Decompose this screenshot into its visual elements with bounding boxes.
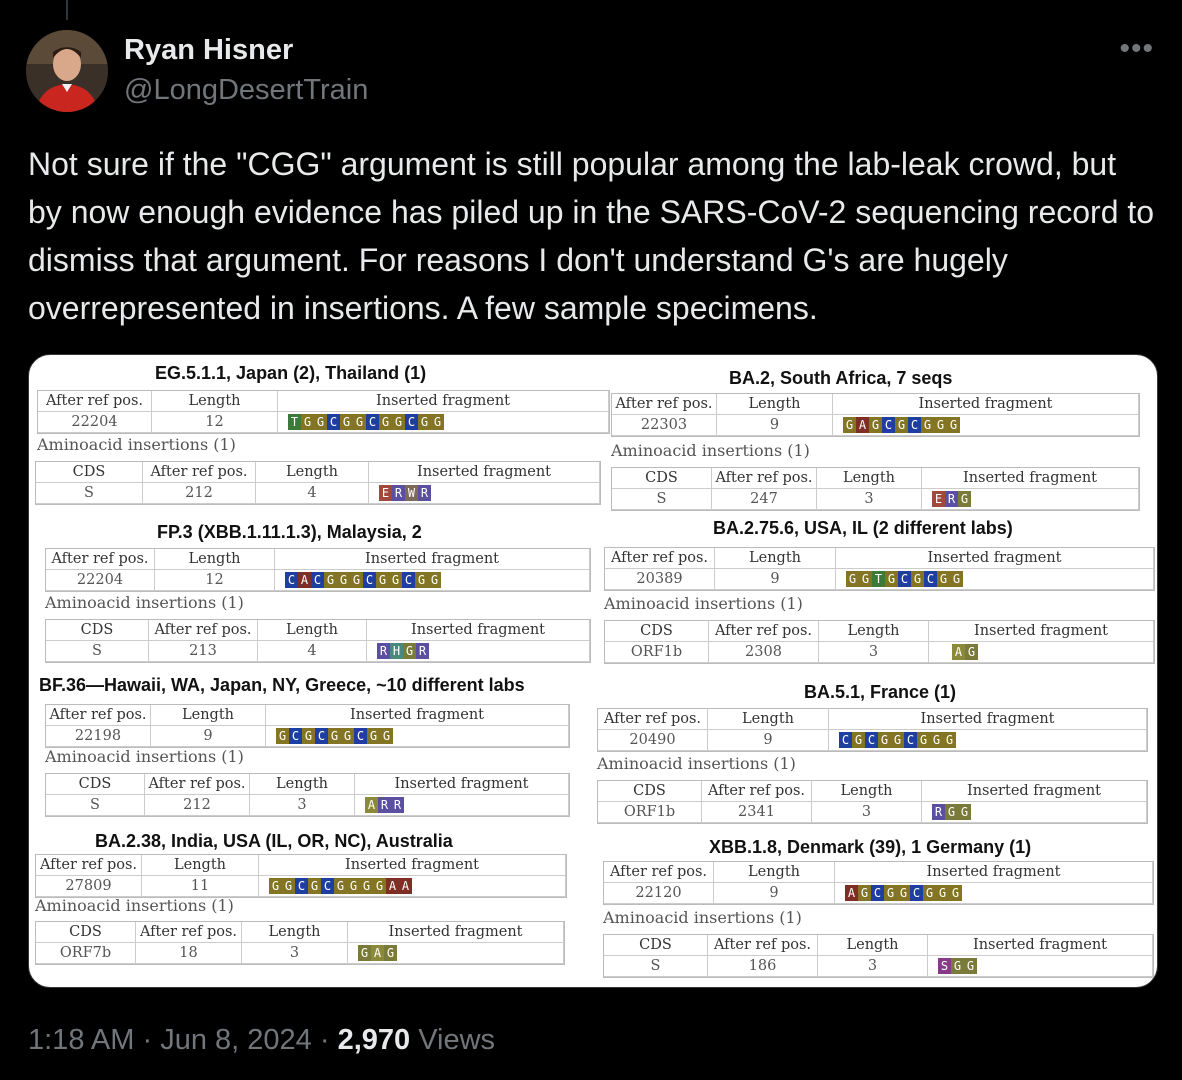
panel-title: BA.2.75.6, USA, IL (2 different labs) xyxy=(713,518,1013,538)
nucleotide-insertion-table xyxy=(603,861,1154,905)
sequence-fragment xyxy=(839,732,956,748)
nucleotide: G xyxy=(418,414,431,430)
aminoacid-insertion-table xyxy=(45,619,591,663)
cds-value: S xyxy=(46,641,149,662)
header-length: Length xyxy=(242,922,348,943)
more-options-icon[interactable]: ••• xyxy=(1119,32,1154,65)
nucleotide: C xyxy=(908,417,921,433)
inserted-fragment-value xyxy=(829,730,1147,751)
amino-acid: G xyxy=(403,643,416,659)
amino-acid: A xyxy=(952,644,965,660)
sequence-fragment xyxy=(365,797,404,813)
header-cds: CDS xyxy=(605,621,709,642)
header-after-ref-pos: After ref pos. xyxy=(46,705,151,726)
header-length: Length xyxy=(258,620,367,641)
after-ref-pos-value: 22204 xyxy=(38,412,152,433)
header-length: Length xyxy=(819,621,929,642)
length-value: 3 xyxy=(817,489,922,510)
header-after-ref-pos: After ref pos. xyxy=(604,862,714,883)
separator: · xyxy=(142,1024,153,1056)
sequence-fragment xyxy=(843,417,960,433)
amino-acid: G xyxy=(951,958,964,974)
nucleotide: G xyxy=(884,885,897,901)
nucleotide-insertion-table xyxy=(597,708,1148,752)
length-value: 3 xyxy=(819,642,929,663)
nucleotide: G xyxy=(911,571,924,587)
nucleotide-insertion-table xyxy=(611,393,1140,437)
nucleotide: G xyxy=(269,878,282,894)
sequence-fragment xyxy=(269,878,412,894)
header-after-ref-pos: After ref pos. xyxy=(136,922,242,943)
nucleotide: G xyxy=(852,732,865,748)
header-after-ref-pos: After ref pos. xyxy=(702,781,812,802)
nucleotide: C xyxy=(321,878,334,894)
amino-acid: R xyxy=(378,797,391,813)
nucleotide: G xyxy=(302,728,315,744)
length-value: 3 xyxy=(812,802,922,823)
cds-value: S xyxy=(612,489,712,510)
after-ref-pos-value: 2308 xyxy=(709,642,819,663)
amino-acid: C xyxy=(941,645,950,659)
length-value: 9 xyxy=(715,569,836,590)
nucleotide: G xyxy=(937,571,950,587)
after-ref-pos-value: 212 xyxy=(145,795,250,816)
header-cds: CDS xyxy=(612,468,712,489)
length-value: 3 xyxy=(818,956,928,977)
nucleotide: G xyxy=(431,414,444,430)
nucleotide: G xyxy=(859,571,872,587)
header-length: Length xyxy=(717,394,833,415)
amino-acid: S xyxy=(938,958,951,974)
header-length: Length xyxy=(142,855,259,876)
tweet-text: Not sure if the "CGG" argument is still popular among the lab-leak crowd, but by now enough evidence has piled up in the SARS-CoV-2 sequencing record to dismiss that argument. For reasons I don't understand G's are hugely overrepresented in insertions. A few sample specimens. xyxy=(28,146,1155,326)
aminoacid-insertion-table xyxy=(45,773,570,817)
sequence-fragment xyxy=(846,571,963,587)
nucleotide: G xyxy=(376,572,389,588)
attached-image-card[interactable] xyxy=(28,354,1158,988)
nucleotide: G xyxy=(389,572,402,588)
inserted-fragment-value xyxy=(369,483,600,504)
tweet-metadata xyxy=(28,1024,495,1057)
aminoacid-insertion-table xyxy=(597,780,1148,824)
views-label: Views xyxy=(418,1024,496,1056)
inserted-fragment-value xyxy=(278,412,609,433)
header-length: Length xyxy=(708,709,829,730)
header-inserted-fragment: Inserted fragment xyxy=(929,621,1154,642)
nucleotide: G xyxy=(895,417,908,433)
header-inserted-fragment: Inserted fragment xyxy=(259,855,566,876)
header-inserted-fragment: Inserted fragment xyxy=(835,862,1153,883)
nucleotide: G xyxy=(950,571,963,587)
after-ref-pos-value: 186 xyxy=(708,956,818,977)
nucleotide: T xyxy=(872,571,885,587)
header-length: Length xyxy=(155,549,275,570)
amino-acid: A xyxy=(371,945,384,961)
header-inserted-fragment: Inserted fragment xyxy=(922,468,1139,489)
amino-acid: R xyxy=(932,804,945,820)
cds-value: ORF1b xyxy=(598,802,702,823)
amino-acid: R xyxy=(391,797,404,813)
nucleotide: G xyxy=(392,414,405,430)
nucleotide: G xyxy=(373,878,386,894)
nucleotide: G xyxy=(360,878,373,894)
length-value: 3 xyxy=(242,943,348,964)
after-ref-pos-value: 18 xyxy=(136,943,242,964)
aminoacid-insertion-table xyxy=(35,461,601,505)
sequence-fragment xyxy=(379,485,431,501)
panel-title: BF.36—Hawaii, WA, Japan, NY, Greece, ~10 different labs xyxy=(39,675,525,695)
header-after-ref-pos: After ref pos. xyxy=(149,620,258,641)
nucleotide: G xyxy=(917,732,930,748)
sequence-fragment xyxy=(932,491,971,507)
nucleotide: G xyxy=(949,885,962,901)
inserted-fragment-value xyxy=(833,415,1139,436)
nucleotide: C xyxy=(924,571,937,587)
header-after-ref-pos: After ref pos. xyxy=(598,709,708,730)
amino-acid: W xyxy=(405,485,418,501)
header-inserted-fragment: Inserted fragment xyxy=(928,935,1153,956)
nucleotide: C xyxy=(285,572,298,588)
header-length: Length xyxy=(250,774,355,795)
nucleotide: C xyxy=(839,732,852,748)
nucleotide: C xyxy=(295,878,308,894)
nucleotide: G xyxy=(380,728,393,744)
header-cds: CDS xyxy=(598,781,702,802)
nucleotide: C xyxy=(865,732,878,748)
length-value: 4 xyxy=(258,641,367,662)
header-length: Length xyxy=(151,705,266,726)
panel-title: BA.2.38, India, USA (IL, OR, NC), Australia xyxy=(95,831,453,851)
header-after-ref-pos: After ref pos. xyxy=(145,774,250,795)
nucleotide-insertion-table xyxy=(35,854,567,898)
header-cds: CDS xyxy=(36,462,143,483)
nucleotide: G xyxy=(858,885,871,901)
nucleotide: G xyxy=(353,414,366,430)
nucleotide: G xyxy=(891,732,904,748)
sequence-fragment xyxy=(288,414,444,430)
length-value: 11 xyxy=(142,876,259,897)
nucleotide: A xyxy=(856,417,869,433)
header-inserted-fragment: Inserted fragment xyxy=(275,549,590,570)
aminoacid-insertions-label: Aminoacid insertions (1) xyxy=(603,908,802,927)
nucleotide-insertion-table xyxy=(604,547,1155,591)
header-length: Length xyxy=(812,781,922,802)
inserted-fragment-value xyxy=(835,883,1153,904)
aminoacid-insertion-table xyxy=(604,620,1155,664)
length-value: 4 xyxy=(256,483,369,504)
panel-title: FP.3 (XBB.1.11.1.3), Malaysia, 2 xyxy=(157,522,422,542)
after-ref-pos-value: 247 xyxy=(712,489,817,510)
nucleotide: G xyxy=(947,417,960,433)
sequence-fragment xyxy=(845,885,962,901)
panel-title: BA.5.1, France (1) xyxy=(804,682,957,702)
after-ref-pos-value: 22204 xyxy=(46,570,155,591)
nucleotide: G xyxy=(885,571,898,587)
nucleotide: C xyxy=(882,417,895,433)
amino-acid: G xyxy=(384,945,397,961)
avatar-image xyxy=(26,30,108,112)
panel-title: BA.2, South Africa, 7 seqs xyxy=(729,368,953,388)
aminoacid-insertion-table xyxy=(35,921,565,965)
nucleotide: G xyxy=(367,728,380,744)
nucleotide-insertion-table xyxy=(45,548,591,592)
header-after-ref-pos: After ref pos. xyxy=(612,394,717,415)
nucleotide: C xyxy=(402,572,415,588)
sequence-fragment xyxy=(358,945,397,961)
header-inserted-fragment: Inserted fragment xyxy=(829,709,1147,730)
header-after-ref-pos: After ref pos. xyxy=(708,935,818,956)
inserted-fragment-value xyxy=(275,570,590,591)
header-inserted-fragment: Inserted fragment xyxy=(355,774,569,795)
nucleotide: C xyxy=(289,728,302,744)
nucleotide: G xyxy=(921,417,934,433)
header-inserted-fragment: Inserted fragment xyxy=(348,922,564,943)
header-length: Length xyxy=(817,468,922,489)
nucleotide: C xyxy=(405,414,418,430)
thread-connector-line xyxy=(66,0,68,20)
amino-acid: R xyxy=(377,643,390,659)
nucleotide: G xyxy=(337,572,350,588)
panel-title: XBB.1.8, Denmark (39), 1 Germany (1) xyxy=(709,837,1032,857)
nucleotide: G xyxy=(314,414,327,430)
header-inserted-fragment: Inserted fragment xyxy=(369,462,600,483)
nucleotide: G xyxy=(308,878,321,894)
length-value: 12 xyxy=(155,570,275,591)
inserted-fragment-value xyxy=(266,726,569,747)
inserted-fragment-value xyxy=(922,802,1147,823)
aminoacid-insertion-table xyxy=(603,934,1154,978)
header-after-ref-pos: After ref pos. xyxy=(712,468,817,489)
length-value: 9 xyxy=(717,415,833,436)
header-after-ref-pos: After ref pos. xyxy=(36,855,142,876)
header-length: Length xyxy=(256,462,369,483)
amino-acid: H xyxy=(390,643,403,659)
sequence-fragment xyxy=(276,728,393,744)
header-after-ref-pos: After ref pos. xyxy=(46,549,155,570)
after-ref-pos-value: 20490 xyxy=(598,730,708,751)
sequence-fragment xyxy=(285,572,441,588)
after-ref-pos-value: 20389 xyxy=(605,569,715,590)
aminoacid-insertions-label: Aminoacid insertions (1) xyxy=(37,435,236,454)
sequence-fragment xyxy=(377,643,429,659)
header-inserted-fragment: Inserted fragment xyxy=(922,781,1147,802)
nucleotide: C xyxy=(871,885,884,901)
header-cds: CDS xyxy=(604,935,708,956)
nucleotide: T xyxy=(288,414,301,430)
header-inserted-fragment: Inserted fragment xyxy=(833,394,1139,415)
header-inserted-fragment: Inserted fragment xyxy=(266,705,569,726)
cds-value: ORF1b xyxy=(605,642,709,663)
inserted-fragment-value xyxy=(355,795,569,816)
after-ref-pos-value: 212 xyxy=(143,483,256,504)
sequence-fragment xyxy=(938,958,977,974)
length-value: 9 xyxy=(708,730,829,751)
nucleotide: G xyxy=(936,885,949,901)
header-length: Length xyxy=(715,548,836,569)
header-length: Length xyxy=(818,935,928,956)
amino-acid: R xyxy=(945,491,958,507)
nucleotide: G xyxy=(324,572,337,588)
length-value: 9 xyxy=(714,883,835,904)
after-ref-pos-value: 22120 xyxy=(604,883,714,904)
amino-acid: R xyxy=(418,485,431,501)
nucleotide: G xyxy=(923,885,936,901)
nucleotide-insertion-table xyxy=(37,390,610,434)
author-handle[interactable]: @LongDesertTrain xyxy=(124,74,369,106)
nucleotide: G xyxy=(334,878,347,894)
aminoacid-insertions-label: Aminoacid insertions (1) xyxy=(45,747,244,766)
nucleotide: A xyxy=(386,878,399,894)
header-after-ref-pos: After ref pos. xyxy=(38,391,152,412)
amino-acid: G xyxy=(358,945,371,961)
header-inserted-fragment: Inserted fragment xyxy=(367,620,590,641)
nucleotide: C xyxy=(327,414,340,430)
amino-acid: G xyxy=(964,958,977,974)
nucleotide: G xyxy=(943,732,956,748)
amino-acid: R xyxy=(392,485,405,501)
aminoacid-insertions-label: Aminoacid insertions (1) xyxy=(45,593,244,612)
inserted-fragment-value xyxy=(929,642,1154,663)
inserted-fragment-value xyxy=(922,489,1139,510)
nucleotide: G xyxy=(301,414,314,430)
nucleotide: A xyxy=(399,878,412,894)
length-value: 12 xyxy=(152,412,278,433)
nucleotide: G xyxy=(415,572,428,588)
nucleotide: G xyxy=(350,572,363,588)
tweet-time[interactable]: 1:18 AM xyxy=(28,1024,135,1056)
inserted-fragment-value xyxy=(928,956,1153,977)
separator: · xyxy=(319,1024,330,1056)
cds-value: S xyxy=(604,956,708,977)
amino-acid: G xyxy=(945,804,958,820)
length-value: 3 xyxy=(250,795,355,816)
nucleotide: C xyxy=(904,732,917,748)
amino-acid: G xyxy=(958,491,971,507)
header-length: Length xyxy=(152,391,278,412)
amino-acid: G xyxy=(965,644,978,660)
after-ref-pos-value: 22198 xyxy=(46,726,151,747)
sequence-fragment xyxy=(932,804,971,820)
nucleotide: G xyxy=(282,878,295,894)
nucleotide: A xyxy=(298,572,311,588)
nucleotide: C xyxy=(354,728,367,744)
length-value: 9 xyxy=(151,726,266,747)
panel-title: EG.5.1.1, Japan (2), Thailand (1) xyxy=(155,363,427,383)
aminoacid-insertion-table xyxy=(611,467,1140,511)
nucleotide: G xyxy=(341,728,354,744)
avatar[interactable] xyxy=(26,30,108,112)
header-after-ref-pos: After ref pos. xyxy=(605,548,715,569)
after-ref-pos-value: 27809 xyxy=(36,876,142,897)
after-ref-pos-value: 213 xyxy=(149,641,258,662)
header-cds: CDS xyxy=(36,922,136,943)
amino-acid: A xyxy=(365,797,378,813)
amino-acid: E xyxy=(932,491,945,507)
nucleotide: G xyxy=(328,728,341,744)
cds-value: ORF7b xyxy=(36,943,136,964)
inserted-fragment-value xyxy=(259,876,566,897)
nucleotide: C xyxy=(366,414,379,430)
nucleotide: G xyxy=(930,732,943,748)
nucleotide: C xyxy=(315,728,328,744)
aminoacid-insertions-label: Aminoacid insertions (1) xyxy=(611,441,810,460)
nucleotide: G xyxy=(878,732,891,748)
after-ref-pos-value: 22303 xyxy=(612,415,717,436)
nucleotide: A xyxy=(845,885,858,901)
nucleotide: G xyxy=(869,417,882,433)
nucleotide: C xyxy=(910,885,923,901)
views-count: 2,970 xyxy=(337,1024,411,1056)
aminoacid-insertions-label: Aminoacid insertions (1) xyxy=(35,896,234,915)
sequence-fragment xyxy=(939,644,978,660)
aminoacid-insertions-label: Aminoacid insertions (1) xyxy=(604,594,803,613)
nucleotide-insertion-table xyxy=(45,704,570,748)
nucleotide: G xyxy=(934,417,947,433)
amino-acid: R xyxy=(416,643,429,659)
amino-acid: G xyxy=(958,804,971,820)
inserted-fragment-value xyxy=(367,641,590,662)
cds-value: S xyxy=(36,483,143,504)
nucleotide: C xyxy=(898,571,911,587)
nucleotide: C xyxy=(363,572,376,588)
header-cds: CDS xyxy=(46,620,149,641)
header-cds: CDS xyxy=(46,774,145,795)
header-after-ref-pos: After ref pos. xyxy=(143,462,256,483)
cds-value: S xyxy=(46,795,145,816)
nucleotide: G xyxy=(843,417,856,433)
nucleotide: G xyxy=(897,885,910,901)
nucleotide: G xyxy=(428,572,441,588)
nucleotide: G xyxy=(379,414,392,430)
header-after-ref-pos: After ref pos. xyxy=(709,621,819,642)
nucleotide: G xyxy=(347,878,360,894)
amino-acid: E xyxy=(379,485,392,501)
header-inserted-fragment: Inserted fragment xyxy=(278,391,609,412)
nucleotide: G xyxy=(276,728,289,744)
after-ref-pos-value: 2341 xyxy=(702,802,812,823)
header-inserted-fragment: Inserted fragment xyxy=(836,548,1154,569)
aminoacid-insertions-label: Aminoacid insertions (1) xyxy=(597,754,796,773)
tweet-date[interactable]: Jun 8, 2024 xyxy=(160,1024,312,1056)
nucleotide: C xyxy=(311,572,324,588)
nucleotide: G xyxy=(846,571,859,587)
nucleotide: G xyxy=(340,414,353,430)
inserted-fragment-value xyxy=(836,569,1154,590)
inserted-fragment-value xyxy=(348,943,564,964)
header-length: Length xyxy=(714,862,835,883)
author-name[interactable]: Ryan Hisner xyxy=(124,34,294,66)
